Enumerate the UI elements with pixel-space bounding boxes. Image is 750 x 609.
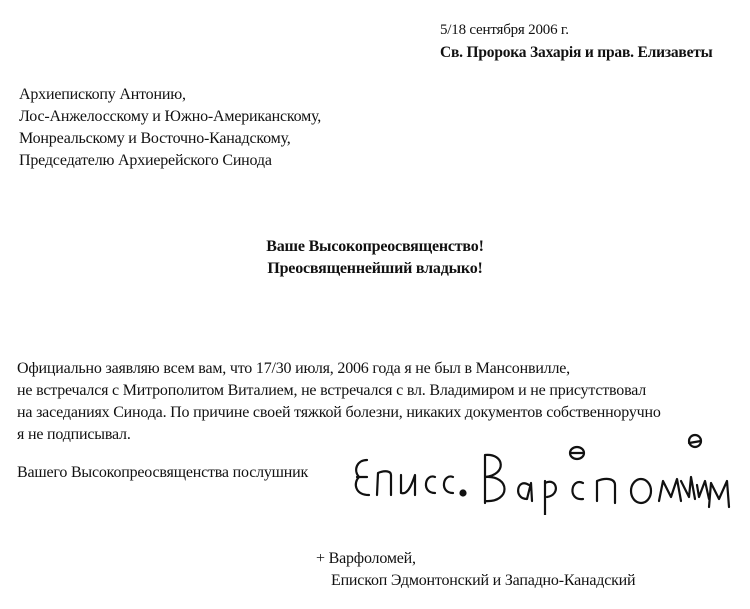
letter-date: 5/18 сентября 2006 г.	[440, 22, 569, 38]
addressee-line-1: Архиепископу Антонию,	[19, 86, 186, 103]
addressee-line-3: Монреальскому и Восточно-Канадскому,	[19, 130, 291, 147]
closing-line: Вашего Высокопреосвященства послушник	[17, 464, 309, 481]
body-line-4: я не подписывал.	[17, 426, 131, 443]
body-line-1: Официально заявляю всем вам, что 17/30 июля, 2006 года я не был в Мансонвилле,	[17, 360, 570, 377]
salutation-line-1: Ваше Высокопреосвященство!	[266, 238, 484, 255]
feast-day-line: Св. Пророка Захарiя и прав. Елизаветы	[440, 44, 713, 61]
body-line-3: на заседаниях Синода. По причине своей тяжкой болезни, никаких документов собственноручно	[17, 404, 661, 421]
signatory-name: + Варфоломей,	[316, 550, 416, 567]
addressee-line-2: Лос-Анжелосскому и Южно-Американскому,	[19, 108, 322, 125]
handwritten-signature	[345, 415, 740, 515]
signatory-title: Епископ Эдмонтонский и Западно-Канадский	[331, 572, 636, 589]
body-line-2: не встречался с Митрополитом Виталием, не встречался с вл. Владимиром и не присутствовал	[17, 382, 647, 399]
salutation-line-2: Преосвященнейший владыко!	[267, 260, 483, 277]
addressee-line-4: Председателю Архиерейского Синода	[19, 152, 272, 169]
